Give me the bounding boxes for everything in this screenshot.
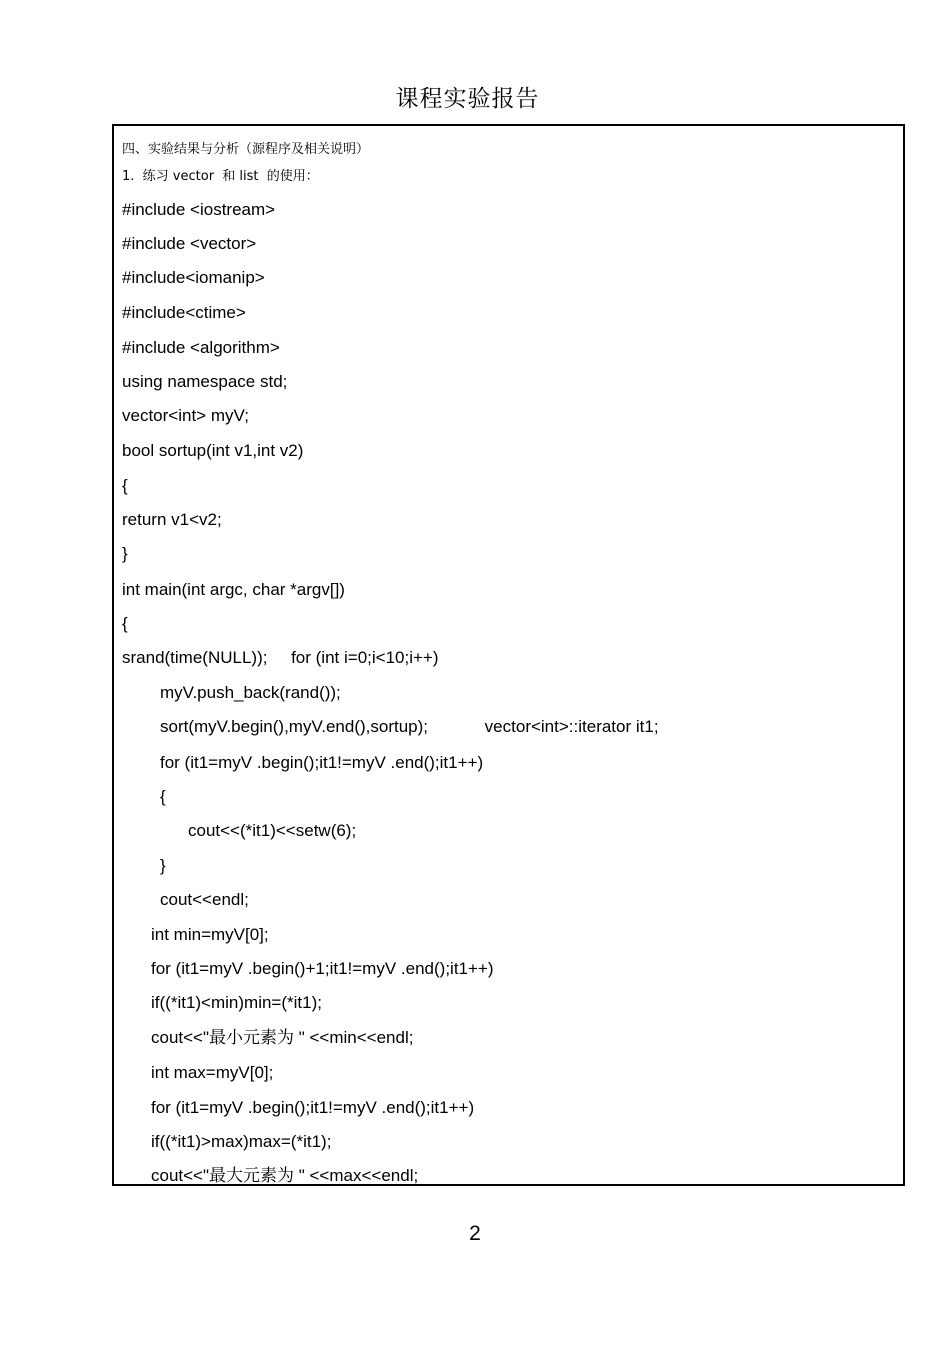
code-line: srand(time(NULL)); for (int i=0;i<10;i++) xyxy=(122,648,439,667)
code-line: #include <algorithm> xyxy=(122,338,280,357)
code-line: cout<<"最大元素为 " <<max<<endl; xyxy=(151,1166,419,1185)
code-line: #include<ctime> xyxy=(122,303,246,322)
code-line: for (it1=myV .begin()+1;it1!=myV .end();it1++) xyxy=(151,959,494,978)
code-line: sort(myV.begin(),myV.end(),sortup); vector<int>::iterator it1; xyxy=(160,717,659,736)
code-line: { xyxy=(160,787,166,806)
code-line: cout<<(*it1)<<setw(6); xyxy=(188,821,357,840)
page-title: 课程实验报告 xyxy=(395,86,540,112)
code-line: #include <iostream> xyxy=(122,200,276,219)
code-line: bool sortup(int v1,int v2) xyxy=(122,441,304,460)
report-box xyxy=(112,124,905,1186)
code-line: for (it1=myV .begin();it1!=myV .end();it1++) xyxy=(151,1098,475,1117)
code-line: myV.push_back(rand()); xyxy=(160,683,341,702)
code-line: return v1<v2; xyxy=(122,510,222,529)
code-line: #include <vector> xyxy=(122,234,257,253)
code-line: int main(int argc, char *argv[]) xyxy=(122,580,345,599)
code-line: cout<<"最小元素为 " <<min<<endl; xyxy=(151,1028,414,1047)
code-line: for (it1=myV .begin();it1!=myV .end();it1++) xyxy=(160,753,484,772)
subsection-heading: 1. 练习 vector 和 list 的使用： xyxy=(122,169,319,184)
code-line: if((*it1)<min)min=(*it1); xyxy=(151,993,322,1012)
page-number: 2 xyxy=(469,1222,481,1245)
section-heading: 四、实验结果与分析（源程序及相关说明） xyxy=(122,142,370,157)
code-line: int max=myV[0]; xyxy=(151,1063,274,1082)
code-line: cout<<endl; xyxy=(160,890,249,909)
code-line: } xyxy=(160,856,166,875)
code-line: if((*it1)>max)max=(*it1); xyxy=(151,1132,332,1151)
code-line: int min=myV[0]; xyxy=(151,925,269,944)
code-line: vector<int> myV; xyxy=(122,406,249,425)
code-line: } xyxy=(122,544,128,563)
code-line: #include<iomanip> xyxy=(122,268,265,287)
code-line: { xyxy=(122,614,128,633)
code-line: { xyxy=(122,476,128,495)
code-line: using namespace std; xyxy=(122,372,288,391)
